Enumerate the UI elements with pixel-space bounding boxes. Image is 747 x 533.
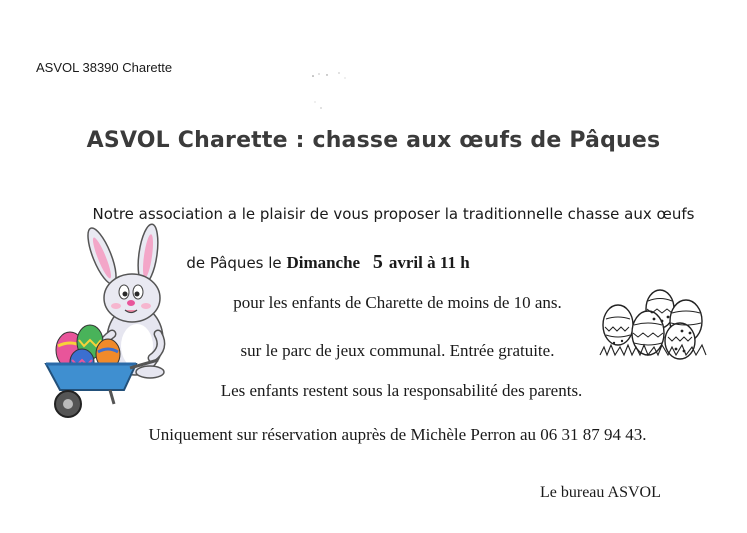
date-prefix: de Pâques le (186, 254, 282, 272)
bunny-wheelbarrow-eggs-icon (40, 222, 175, 427)
date-number: 5 (372, 251, 383, 273)
scan-speckles (305, 66, 355, 116)
organization-header: ASVOL 38390 Charette (36, 60, 173, 75)
flyer-title: ASVOL Charette : chasse aux œufs de Pâques (86, 128, 661, 153)
date-suffix: avril à 11 h (388, 253, 470, 272)
reservation-line: Uniquement sur réservation auprès de Michèle Perron au 06 31 87 94 43. (148, 425, 647, 444)
location-line: sur le parc de jeux communal. Entrée gratuite. (240, 341, 555, 360)
date-day: Dimanche (286, 253, 361, 272)
easter-eggs-outline-icon (598, 283, 710, 365)
signature: Le bureau ASVOL (540, 484, 661, 501)
intro-line: Notre association a le plaisir de vous proposer la traditionnelle chasse aux œufs (92, 205, 695, 223)
responsibility-line: Les enfants restent sous la responsabilité des parents. (220, 381, 583, 400)
audience-line: pour les enfants de Charette de moins de 10 ans. (233, 293, 562, 312)
